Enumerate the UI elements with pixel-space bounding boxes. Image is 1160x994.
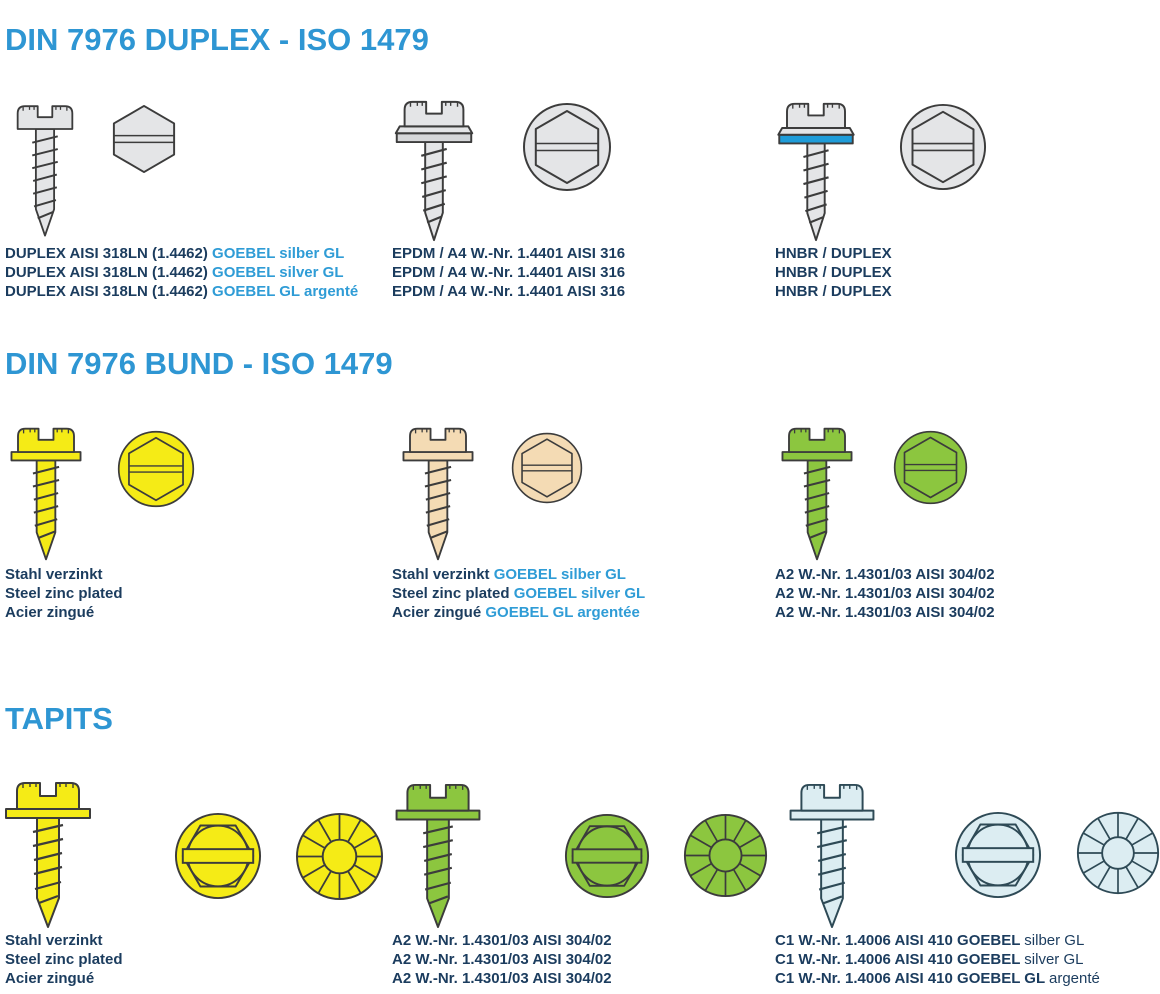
spec-line (775, 263, 892, 282)
tapits-head-top-icon (954, 811, 1042, 899)
spec-line (5, 263, 358, 282)
spec-text: Stahl verzinkt (5, 566, 103, 583)
goebel-accent-tail: silber GL (560, 566, 626, 583)
spec-line (775, 931, 1100, 950)
spec-text: Stahl verzinkt (5, 932, 103, 949)
tapits-screw-side-icon (2, 779, 94, 929)
spec-tail: silver GL (1024, 951, 1084, 968)
serrated-washer-top-icon (295, 812, 384, 901)
spec-text: Acier zingué (392, 604, 486, 621)
spec-line (5, 282, 358, 301)
goebel-accent-tail: silver GL (580, 585, 646, 602)
spec-text: Stahl verzinkt (392, 566, 494, 583)
goebel-accent: GOEBEL (493, 566, 561, 583)
serrated-washer-top-icon (1076, 811, 1160, 895)
round-hex-head-top-icon (522, 102, 612, 192)
spec-text-block (775, 931, 1100, 988)
spec-text: DUPLEX AISI 318LN (1.4462) (5, 264, 213, 281)
goebel-accent: GOEBEL GL (485, 604, 578, 621)
spec-text-block (5, 931, 123, 988)
spec-line (775, 950, 1100, 969)
spec-text: EPDM / A4 W.-Nr. 1.4401 AISI 316 (392, 283, 626, 300)
spec-text: HNBR / DUPLEX (775, 264, 892, 281)
spec-line (5, 565, 123, 584)
spec-text: A2 W.-Nr. 1.4301/03 AISI 304/02 (392, 970, 612, 987)
spec-text: DUPLEX AISI 318LN (1.4462) (5, 283, 213, 300)
spec-line (392, 603, 645, 622)
spec-text: C1 W.-Nr. 1.4006 AISI 410 GOEBEL (775, 951, 1025, 968)
section-heading-duplex: DIN 7976 DUPLEX - ISO 1479 (5, 22, 429, 57)
spec-text: Steel zinc plated (5, 951, 123, 968)
spec-line (392, 584, 645, 603)
spec-text: C1 W.-Nr. 1.4006 AISI 410 GOEBEL (775, 932, 1025, 949)
spec-line (775, 282, 892, 301)
goebel-accent: GOEBEL (212, 245, 280, 262)
screw-washer-side-icon (389, 97, 479, 244)
spec-line (5, 603, 123, 622)
flange-screw-side-icon (395, 424, 481, 564)
serrated-washer-top-icon (683, 813, 768, 898)
round-hex-head-top-icon (511, 432, 583, 504)
spec-line (5, 931, 123, 950)
spec-text: C1 W.-Nr. 1.4006 AISI 410 GOEBEL GL (775, 970, 1049, 987)
spec-line (5, 244, 358, 263)
hex-head-top-icon (110, 103, 178, 175)
spec-text: HNBR / DUPLEX (775, 245, 892, 262)
tapits-screw-side-icon (787, 781, 877, 929)
section-heading-bund: DIN 7976 BUND - ISO 1479 (5, 346, 393, 381)
section-heading-tapits: TAPITS (5, 701, 113, 736)
spec-line (775, 969, 1100, 988)
spec-text: EPDM / A4 W.-Nr. 1.4401 AISI 316 (392, 264, 626, 281)
spec-line (392, 969, 612, 988)
spec-text-block (392, 565, 645, 622)
spec-line (5, 950, 123, 969)
spec-text-block (392, 931, 612, 988)
goebel-accent-tail: silber GL (279, 245, 345, 262)
spec-line (775, 584, 995, 603)
goebel-accent-tail: argentée (577, 604, 640, 621)
spec-line (775, 565, 995, 584)
goebel-accent: GOEBEL (212, 264, 280, 281)
screw-side-icon (4, 96, 86, 244)
spec-line (392, 931, 612, 950)
round-hex-head-top-icon (899, 103, 987, 191)
spec-line (775, 244, 892, 263)
spec-text-block (392, 244, 625, 301)
spec-text-block (775, 244, 892, 301)
spec-line (392, 244, 625, 263)
spec-text: Steel zinc plated (5, 585, 123, 602)
spec-line (5, 584, 123, 603)
spec-text: Acier zingué (5, 604, 95, 621)
spec-line (392, 282, 625, 301)
spec-line (775, 603, 995, 622)
spec-line (392, 950, 612, 969)
screw-blue-washer-side-icon (772, 99, 860, 244)
spec-text: Acier zingué (5, 970, 95, 987)
spec-text: Steel zinc plated (392, 585, 514, 602)
spec-text-block (5, 244, 358, 301)
goebel-accent-tail: argenté (304, 283, 359, 300)
spec-text: A2 W.-Nr. 1.4301/03 AISI 304/02 (392, 951, 612, 968)
tapits-screw-side-icon (393, 781, 483, 929)
spec-text-block (5, 565, 123, 622)
round-hex-head-top-icon (117, 430, 195, 508)
flange-screw-side-icon (774, 424, 860, 564)
spec-line (392, 565, 645, 584)
goebel-accent-tail: silver GL (279, 264, 344, 281)
spec-text: HNBR / DUPLEX (775, 283, 892, 300)
spec-line (5, 969, 123, 988)
flange-screw-side-icon (3, 424, 89, 564)
tapits-head-top-icon (564, 813, 650, 899)
spec-text: A2 W.-Nr. 1.4301/03 AISI 304/02 (775, 566, 995, 583)
spec-text: A2 W.-Nr. 1.4301/03 AISI 304/02 (392, 932, 612, 949)
tapits-head-top-icon (174, 812, 262, 900)
spec-line (392, 263, 625, 282)
goebel-accent: GOEBEL (513, 585, 581, 602)
round-hex-head-top-icon (893, 430, 968, 505)
spec-tail: silber GL (1024, 932, 1085, 949)
goebel-accent: GOEBEL GL (212, 283, 304, 300)
spec-text: A2 W.-Nr. 1.4301/03 AISI 304/02 (775, 585, 995, 602)
spec-text: EPDM / A4 W.-Nr. 1.4401 AISI 316 (392, 245, 626, 262)
spec-text: DUPLEX AISI 318LN (1.4462) (5, 245, 213, 262)
spec-text-block (775, 565, 995, 622)
spec-text: A2 W.-Nr. 1.4301/03 AISI 304/02 (775, 604, 995, 621)
spec-tail: argenté (1049, 970, 1100, 987)
